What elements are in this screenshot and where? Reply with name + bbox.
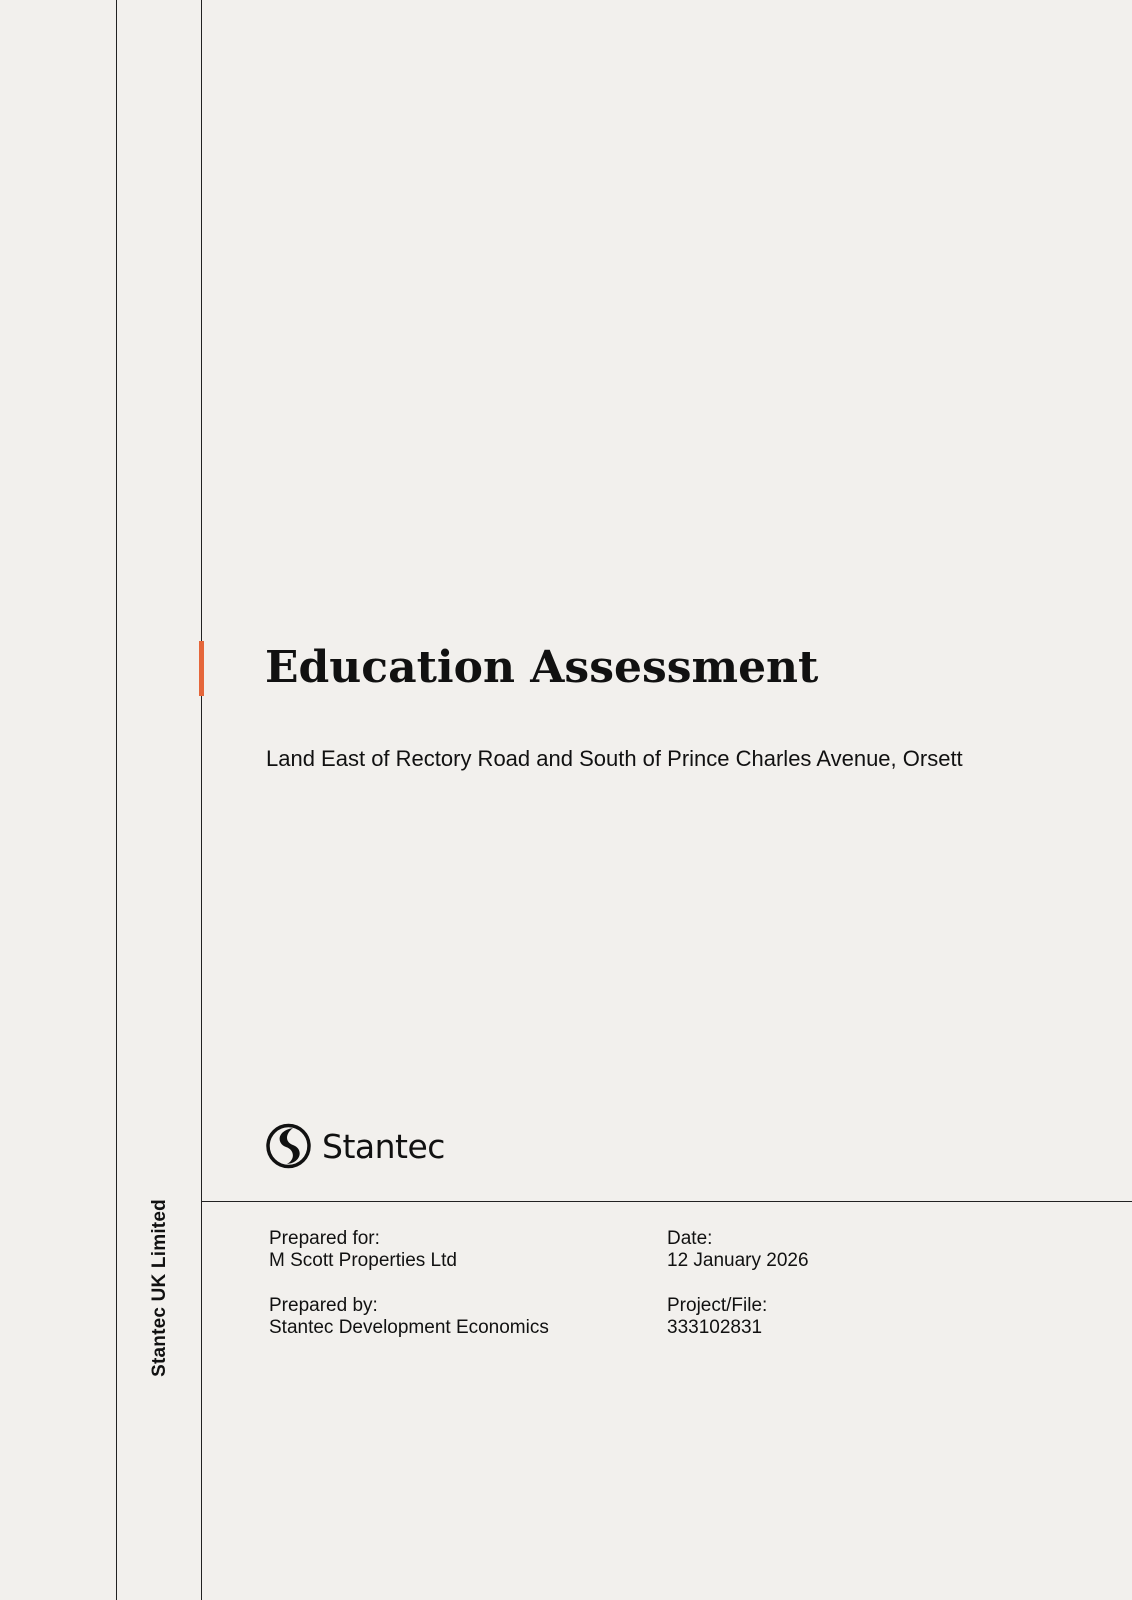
prepared-by-label: Prepared by:: [269, 1295, 378, 1316]
prepared-for-block: [269, 1228, 457, 1272]
company-side-label: Stantec UK Limited: [149, 1199, 170, 1377]
stantec-logo-text: Stantec: [322, 1126, 445, 1166]
prepared-by-block: [269, 1295, 549, 1339]
project-file-block: [667, 1295, 767, 1339]
outer-margin-line: [116, 0, 117, 1600]
date-value: 12 January 2026: [667, 1250, 809, 1271]
project-file-label: Project/File:: [667, 1295, 768, 1316]
prepared-for-label: Prepared for:: [269, 1228, 380, 1249]
stantec-logo-icon: [266, 1122, 311, 1170]
date-label: Date:: [667, 1228, 713, 1249]
prepared-by-value: Stantec Development Economics: [269, 1317, 549, 1338]
title-accent-bar: [199, 641, 204, 696]
page-subtitle: Land East of Rectory Road and South of Prince Charles Avenue, Orsett: [266, 746, 963, 771]
date-block: [667, 1228, 809, 1272]
inner-margin-line: [201, 0, 202, 1600]
stantec-logo: [266, 1122, 445, 1170]
prepared-for-value: M Scott Properties Ltd: [269, 1250, 457, 1271]
project-file-value: 333102831: [667, 1317, 763, 1338]
page-title: Education Assessment: [265, 642, 819, 693]
footer-divider: [201, 1201, 1132, 1202]
